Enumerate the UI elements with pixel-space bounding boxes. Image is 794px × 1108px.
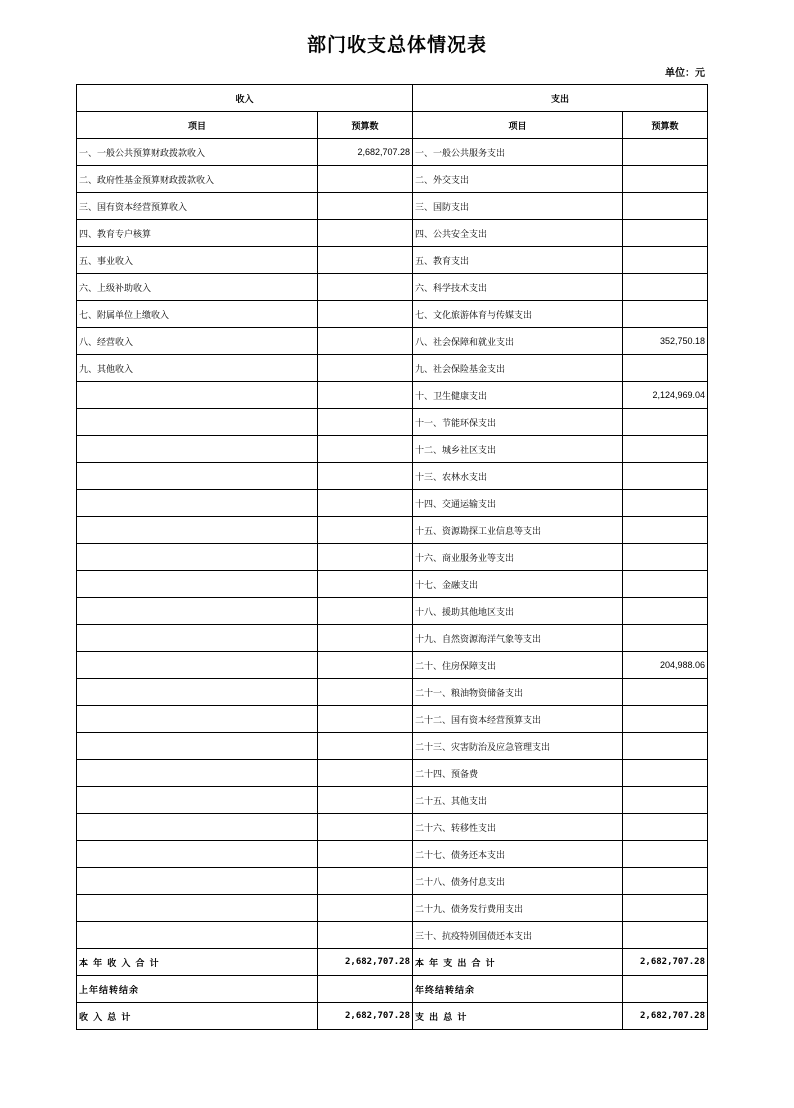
income-value xyxy=(318,355,413,382)
table-row xyxy=(77,598,708,625)
expense-budget-header: 预算数 xyxy=(623,112,708,139)
expense-item: 七、文化旅游体育与传媒支出 xyxy=(413,301,623,328)
table-row xyxy=(77,733,708,760)
expense-item: 二十九、债务发行费用支出 xyxy=(413,895,623,922)
income-item: 一、一般公共预算财政拨款收入 xyxy=(77,139,318,166)
income-total-label: 本 年 收 入 合 计 xyxy=(77,949,318,976)
income-item: 七、附属单位上缴收入 xyxy=(77,301,318,328)
income-value xyxy=(318,220,413,247)
income-value xyxy=(318,841,413,868)
section-header-row xyxy=(77,85,708,112)
expense-value xyxy=(623,895,708,922)
expense-item: 三十、抗疫特别国债还本支出 xyxy=(413,922,623,949)
expense-value xyxy=(623,247,708,274)
expense-value: 204,988.06 xyxy=(623,652,708,679)
table-row xyxy=(77,220,708,247)
expense-value xyxy=(623,409,708,436)
expense-item: 五、教育支出 xyxy=(413,247,623,274)
income-item: 二、政府性基金预算财政拨款收入 xyxy=(77,166,318,193)
expense-item: 二十八、债务付息支出 xyxy=(413,868,623,895)
expense-total-label: 支 出 总 计 xyxy=(413,1003,623,1030)
table-row xyxy=(77,274,708,301)
expense-value xyxy=(623,760,708,787)
income-value xyxy=(318,463,413,490)
table-row xyxy=(77,625,708,652)
expense-value xyxy=(623,220,708,247)
income-value xyxy=(318,490,413,517)
table-row xyxy=(77,841,708,868)
income-value: 2,682,707.28 xyxy=(318,139,413,166)
table-row xyxy=(77,571,708,598)
expense-item: 十一、节能环保支出 xyxy=(413,409,623,436)
expense-value xyxy=(623,463,708,490)
expense-value xyxy=(623,274,708,301)
income-item: 四、教育专户核算 xyxy=(77,220,318,247)
expense-value xyxy=(623,868,708,895)
column-header-row xyxy=(77,112,708,139)
expense-value xyxy=(623,544,708,571)
income-value xyxy=(318,301,413,328)
expense-item: 二十四、预备费 xyxy=(413,760,623,787)
expense-item: 二十、住房保障支出 xyxy=(413,652,623,679)
income-item xyxy=(77,598,318,625)
expense-item: 十、卫生健康支出 xyxy=(413,382,623,409)
income-value xyxy=(318,895,413,922)
table-row xyxy=(77,544,708,571)
expense-value xyxy=(623,193,708,220)
income-value xyxy=(318,625,413,652)
income-value xyxy=(318,517,413,544)
expense-item: 十七、金融支出 xyxy=(413,571,623,598)
total-row xyxy=(77,949,708,976)
income-item xyxy=(77,814,318,841)
table-row xyxy=(77,787,708,814)
income-value xyxy=(318,328,413,355)
income-total-label: 收 入 总 计 xyxy=(77,1003,318,1030)
table-row xyxy=(77,409,708,436)
income-item: 五、事业收入 xyxy=(77,247,318,274)
income-total-label: 上年结转结余 xyxy=(77,976,318,1003)
expense-item: 二十一、粮油物资储备支出 xyxy=(413,679,623,706)
expense-item: 十二、城乡社区支出 xyxy=(413,436,623,463)
expense-item: 八、社会保障和就业支出 xyxy=(413,328,623,355)
income-item-header: 项目 xyxy=(77,112,318,139)
income-item xyxy=(77,760,318,787)
income-value xyxy=(318,166,413,193)
income-value xyxy=(318,922,413,949)
income-value xyxy=(318,868,413,895)
income-value xyxy=(318,436,413,463)
table-row xyxy=(77,490,708,517)
expense-item: 二十二、国有资本经营预算支出 xyxy=(413,706,623,733)
table-row xyxy=(77,679,708,706)
expense-item: 一、一般公共服务支出 xyxy=(413,139,623,166)
table-row xyxy=(77,895,708,922)
income-item xyxy=(77,571,318,598)
income-item xyxy=(77,463,318,490)
income-item xyxy=(77,922,318,949)
income-item xyxy=(77,382,318,409)
expense-item: 二十七、债务还本支出 xyxy=(413,841,623,868)
income-value xyxy=(318,733,413,760)
table-row xyxy=(77,922,708,949)
table-row xyxy=(77,355,708,382)
expense-item: 十九、自然资源海洋气象等支出 xyxy=(413,625,623,652)
income-value xyxy=(318,787,413,814)
table-row xyxy=(77,436,708,463)
income-total-value: 2,682,707.28 xyxy=(318,1003,413,1030)
income-total-value xyxy=(318,976,413,1003)
income-item xyxy=(77,436,318,463)
income-item xyxy=(77,517,318,544)
budget-table-body xyxy=(77,85,708,1030)
expense-value xyxy=(623,598,708,625)
expense-item: 六、科学技术支出 xyxy=(413,274,623,301)
expense-value xyxy=(623,517,708,544)
expense-value xyxy=(623,571,708,598)
table-row xyxy=(77,652,708,679)
income-item xyxy=(77,625,318,652)
income-item xyxy=(77,787,318,814)
income-item xyxy=(77,733,318,760)
expense-total-value: 2,682,707.28 xyxy=(623,949,708,976)
income-value xyxy=(318,706,413,733)
table-row xyxy=(77,868,708,895)
table-row xyxy=(77,463,708,490)
expense-item: 二、外交支出 xyxy=(413,166,623,193)
expense-item: 九、社会保险基金支出 xyxy=(413,355,623,382)
expense-value xyxy=(623,814,708,841)
income-total-value: 2,682,707.28 xyxy=(318,949,413,976)
table-row xyxy=(77,193,708,220)
table-row xyxy=(77,166,708,193)
expense-item: 三、国防支出 xyxy=(413,193,623,220)
income-item xyxy=(77,706,318,733)
income-item xyxy=(77,868,318,895)
income-value xyxy=(318,598,413,625)
expense-value xyxy=(623,733,708,760)
expense-value xyxy=(623,679,708,706)
income-value xyxy=(318,274,413,301)
income-value xyxy=(318,382,413,409)
income-value xyxy=(318,409,413,436)
income-item xyxy=(77,490,318,517)
expense-header: 支出 xyxy=(413,85,708,112)
expense-item-header: 项目 xyxy=(413,112,623,139)
income-item xyxy=(77,652,318,679)
income-item: 九、其他收入 xyxy=(77,355,318,382)
expense-item: 十八、援助其他地区支出 xyxy=(413,598,623,625)
expense-total-label: 本 年 支 出 合 计 xyxy=(413,949,623,976)
expense-item: 二十五、其他支出 xyxy=(413,787,623,814)
expense-value xyxy=(623,922,708,949)
table-row xyxy=(77,760,708,787)
income-value xyxy=(318,679,413,706)
total-row xyxy=(77,1003,708,1030)
income-item xyxy=(77,895,318,922)
expense-item: 二十六、转移性支出 xyxy=(413,814,623,841)
expense-value xyxy=(623,787,708,814)
income-item: 三、国有资本经营预算收入 xyxy=(77,193,318,220)
income-value xyxy=(318,760,413,787)
table-row xyxy=(77,382,708,409)
expense-value xyxy=(623,436,708,463)
expense-item: 二十三、灾害防治及应急管理支出 xyxy=(413,733,623,760)
table-row xyxy=(77,328,708,355)
income-value xyxy=(318,814,413,841)
expense-item: 十六、商业服务业等支出 xyxy=(413,544,623,571)
expense-value xyxy=(623,166,708,193)
total-row xyxy=(77,976,708,1003)
income-item xyxy=(77,544,318,571)
expense-value xyxy=(623,301,708,328)
expense-value xyxy=(623,139,708,166)
income-item xyxy=(77,409,318,436)
income-value xyxy=(318,193,413,220)
income-value xyxy=(318,652,413,679)
income-item: 六、上级补助收入 xyxy=(77,274,318,301)
page-title: 部门收支总体情况表 xyxy=(306,34,487,56)
income-item xyxy=(77,841,318,868)
table-row xyxy=(77,301,708,328)
unit-label: 单位：元 xyxy=(665,68,705,79)
budget-table xyxy=(76,84,708,1030)
income-value xyxy=(318,544,413,571)
income-budget-header: 预算数 xyxy=(318,112,413,139)
table-row xyxy=(77,139,708,166)
income-item: 八、经营收入 xyxy=(77,328,318,355)
expense-item: 十三、农林水支出 xyxy=(413,463,623,490)
expense-total-value: 2,682,707.28 xyxy=(623,1003,708,1030)
expense-value xyxy=(623,355,708,382)
income-item xyxy=(77,679,318,706)
table-row xyxy=(77,517,708,544)
expense-item: 十四、交通运输支出 xyxy=(413,490,623,517)
expense-total-label: 年终结转结余 xyxy=(413,976,623,1003)
income-value xyxy=(318,571,413,598)
table-row xyxy=(77,814,708,841)
table-row xyxy=(77,247,708,274)
table-row xyxy=(77,706,708,733)
expense-value xyxy=(623,841,708,868)
expense-value xyxy=(623,625,708,652)
expense-value xyxy=(623,706,708,733)
expense-item: 十五、资源勘探工业信息等支出 xyxy=(413,517,623,544)
income-value xyxy=(318,247,413,274)
expense-value: 2,124,969.04 xyxy=(623,382,708,409)
expense-value xyxy=(623,490,708,517)
expense-item: 四、公共安全支出 xyxy=(413,220,623,247)
expense-total-value xyxy=(623,976,708,1003)
expense-value: 352,750.18 xyxy=(623,328,708,355)
income-header: 收入 xyxy=(77,85,413,112)
